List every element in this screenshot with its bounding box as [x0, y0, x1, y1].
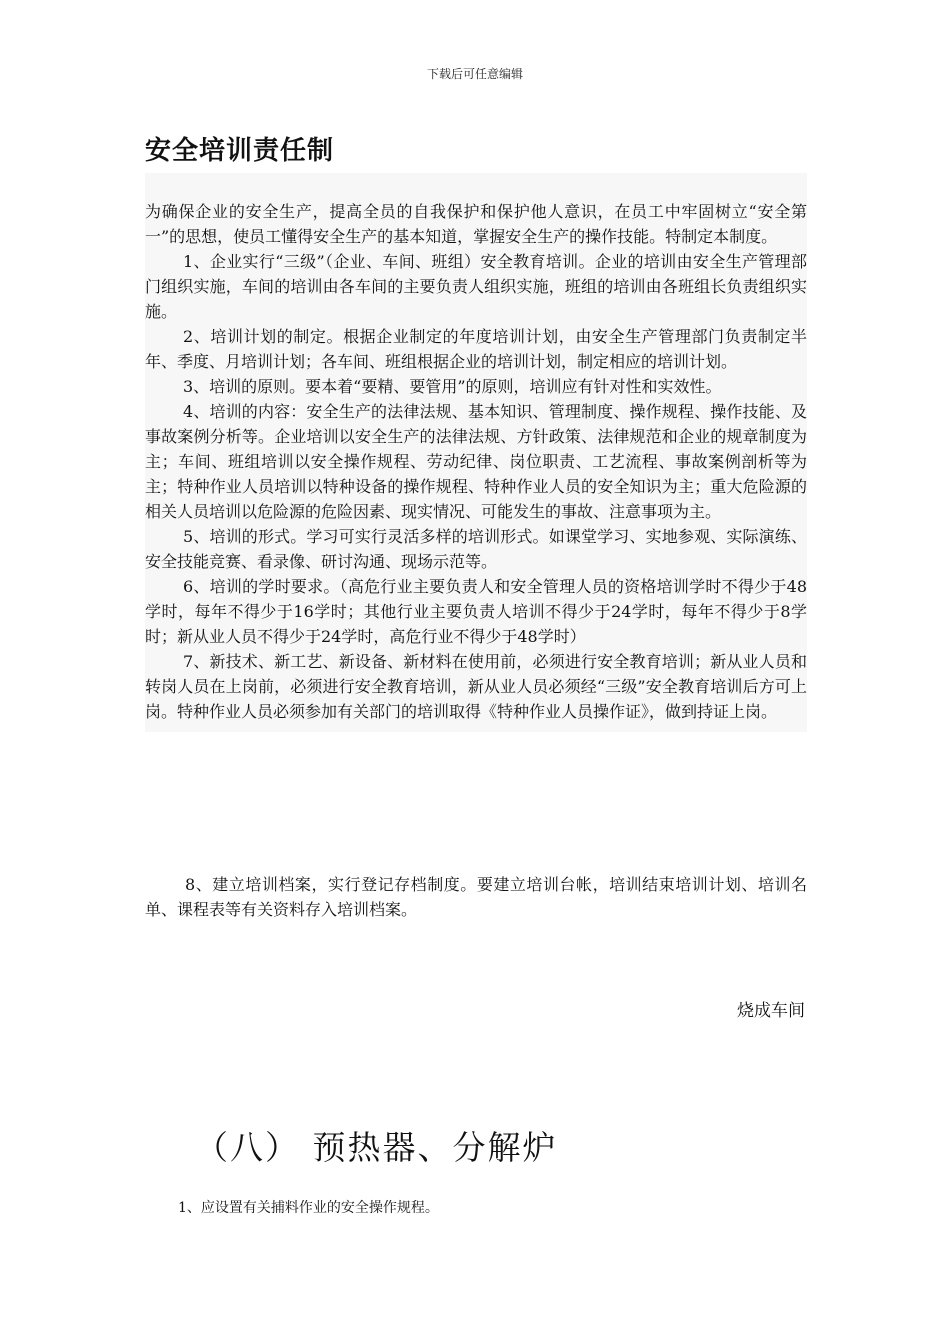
item-paragraph-6: 6、培训的学时要求。（高危行业主要负责人和安全管理人员的资格培训学时不得少于48学时，每年不得少于16学时；其他行业主要负责人培训不得少于24学时，每年不得少于8学时；新从业人员不得少于24学时，高危行业不得少于48学时）	[145, 577, 807, 646]
item-paragraph-5: 5、培训的形式。学习可实行灵活多样的培训形式。如课堂学习、实地参观、实际演练、安全技能竞赛、看录像、研讨沟通、现场示范等。	[145, 527, 807, 571]
section-item-1: 1、应设置有关捕料作业的安全操作规程。	[178, 1200, 439, 1216]
item-paragraph-3: 3、培训的原则。要本着“要精、要管用”的原则，培训应有针对性和实效性。	[183, 377, 722, 396]
document-title: 安全培训责任制	[145, 136, 335, 166]
section-heading: （八） 预热器、分解炉	[195, 1128, 558, 1167]
item-paragraph-4: 4、培训的内容：安全生产的法律法规、基本知识、管理制度、操作规程、操作技能、及事故案例分析等。企业培训以安全生产的法律法规、方针政策、法律规范和企业的规章制度为主；车间、班组培训以安全操作规程、劳动纪律、岗位职责、工艺流程、事故案例剖析等为主；特种作业人员培训以特种设备的操作规程、特种作业人员的安全知识为主；重大危险源的相关人员培训以危险源的危险因素、现实情况、可能发生的事故、注意事项为主。	[145, 402, 807, 521]
header-note: 下载后可任意编辑	[426, 67, 523, 81]
item-paragraph-1: 1、企业实行“三级”（企业、车间、班组）安全教育培训。企业的培训由安全生产管理部门组织实施，车间的培训由各车间的主要负责人组织实施，班组的培训由各班组长负责组织实施。	[145, 252, 807, 321]
document-body	[145, 173, 807, 732]
item-paragraph-2: 2、培训计划的制定。根据企业制定的年度培训计划，由安全生产管理部门负责制定半年、季度、月培训计划；各车间、班组根据企业的培训计划，制定相应的培训计划。	[145, 327, 807, 371]
signature: 烧成车间	[737, 1001, 805, 1021]
item-paragraph-7: 7、新技术、新工艺、新设备、新材料在使用前，必须进行安全教育培训；新从业人员和转岗人员在上岗前，必须进行安全教育培训，新从业人员必须经“三级”安全教育培训后方可上岗。特种作业人员必须参加有关部门的培训取得《特种作业人员操作证》，做到持证上岗。	[145, 652, 807, 721]
intro-paragraph: 为确保企业的安全生产，提高全员的自我保护和保护他人意识，在员工中牢固树立“安全第一”的思想，使员工懂得安全生产的基本知道，掌握安全生产的操作技能。特制定本制度。	[145, 202, 807, 246]
item-paragraph-8: 8、建立培训档案，实行登记存档制度。要建立培训台帐，培训结束培训计划、培训名单、课程表等有关资料存入培训档案。	[145, 875, 807, 919]
